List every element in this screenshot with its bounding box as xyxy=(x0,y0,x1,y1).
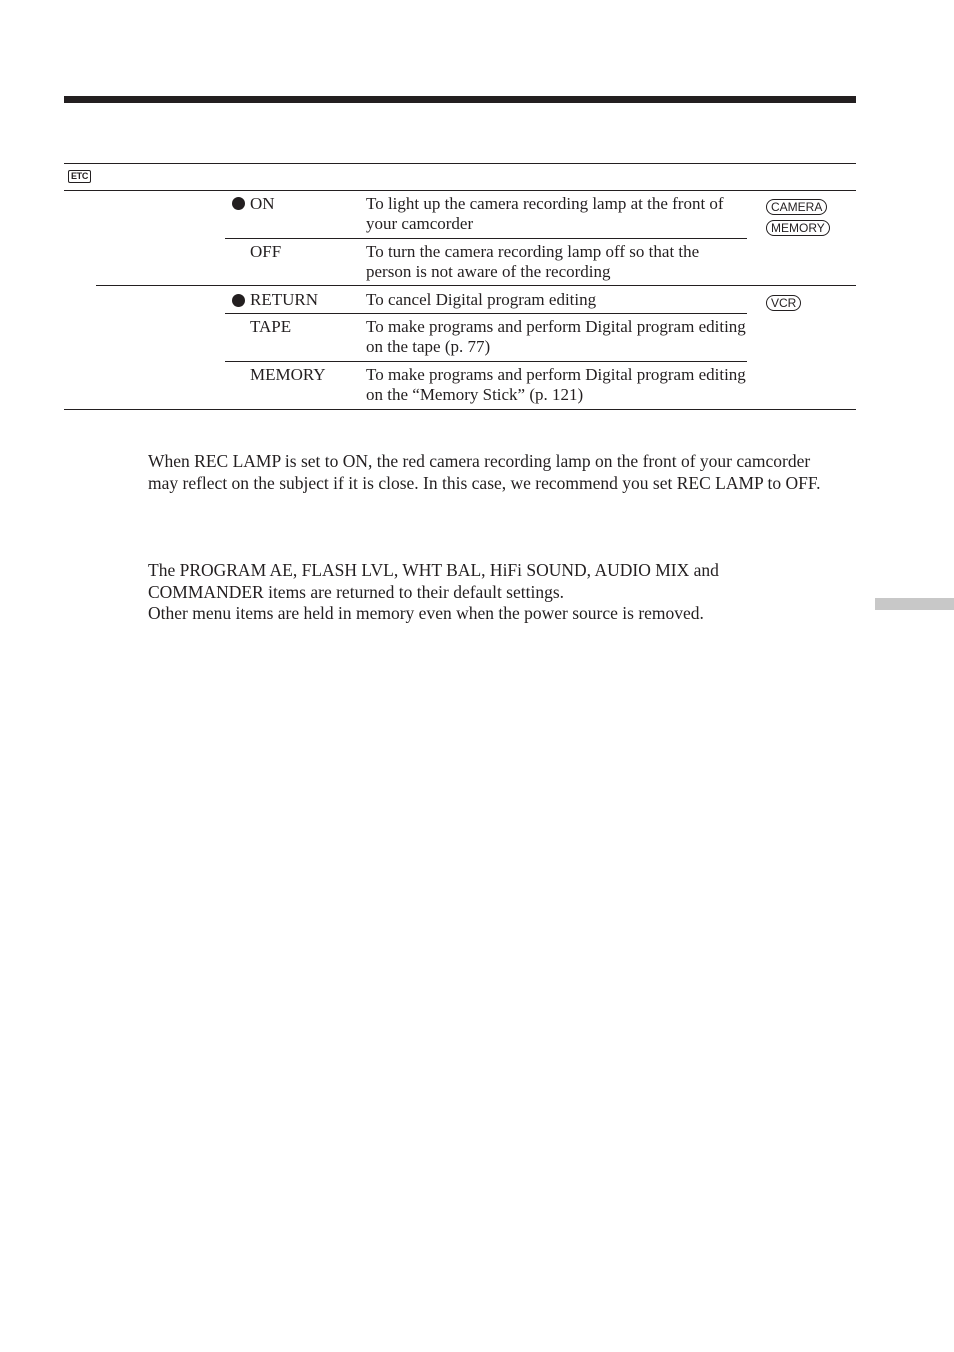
option-description: To cancel Digital program editing xyxy=(366,290,597,309)
option-label: TAPE xyxy=(250,317,292,336)
mode-badge-camera: CAMERA xyxy=(766,199,827,215)
option-description: To light up the camera recording lamp at the front of your camcorder xyxy=(366,194,724,233)
defaults-note-line2: Other menu items are held in memory even when the power source is removed. xyxy=(148,603,704,623)
group-divider xyxy=(96,285,856,286)
mode-badge-memory: MEMORY xyxy=(766,220,830,236)
option-description: To make programs and perform Digital program editing on the “Memory Stick” (p. 121) xyxy=(366,365,746,404)
table-header-rule xyxy=(64,190,856,191)
option-label: MEMORY xyxy=(250,365,326,384)
row-divider xyxy=(225,238,747,239)
row-divider xyxy=(225,313,747,314)
row-divider xyxy=(225,361,747,362)
section-side-tab xyxy=(875,598,954,610)
table-top-rule xyxy=(64,163,856,164)
option-description: To make programs and perform Digital program editing on the tape (p. 77) xyxy=(366,317,746,356)
default-bullet-icon xyxy=(232,197,245,210)
table-bottom-rule xyxy=(64,409,856,410)
option-label: OFF xyxy=(250,242,282,261)
option-label: ON xyxy=(250,194,275,213)
rec-lamp-note: When REC LAMP is set to ON, the red camera recording lamp on the front of your camcorder may reflect on the subject if it is close. In this case, we recommend you set REC LAMP to OFF. xyxy=(148,451,821,493)
etc-menu-icon: ETC xyxy=(68,170,91,183)
option-label: RETURN xyxy=(250,290,318,309)
option-description: To turn the camera recording lamp off so that the person is not aware of the recording xyxy=(366,242,700,281)
header-rule xyxy=(64,96,856,103)
mode-badge-vcr: VCR xyxy=(766,295,801,311)
default-bullet-icon xyxy=(232,294,245,307)
defaults-note-line1: The PROGRAM AE, FLASH LVL, WHT BAL, HiFi SOUND, AUDIO MIX and COMMANDER items are returned to their default settings. xyxy=(148,560,719,602)
